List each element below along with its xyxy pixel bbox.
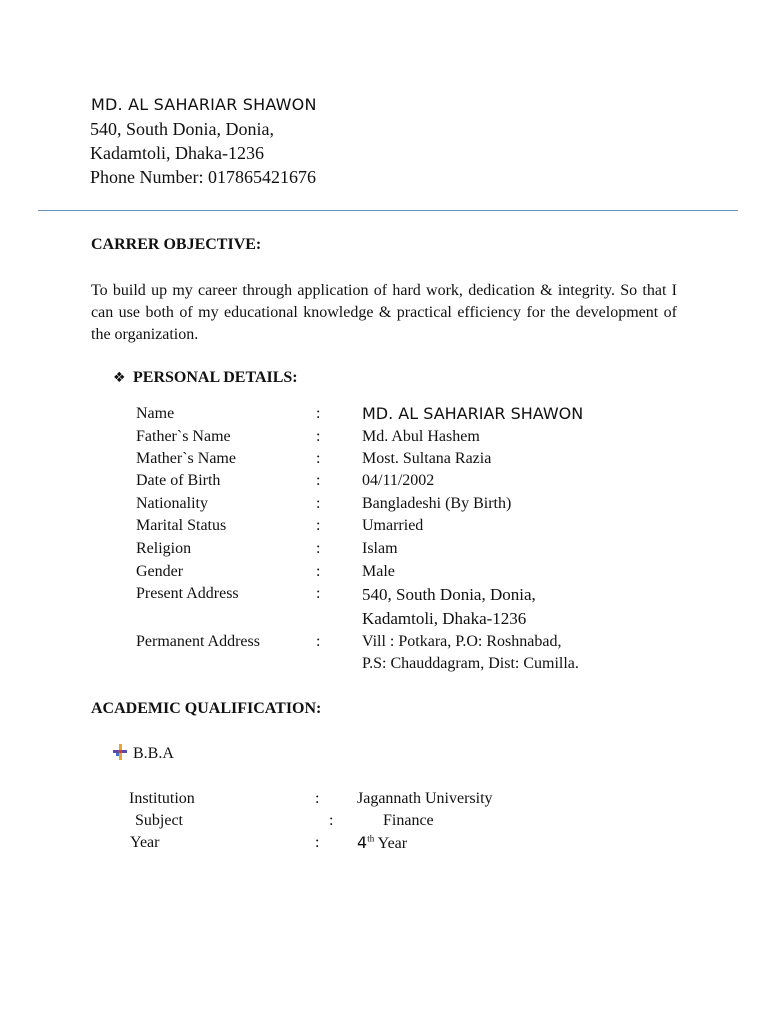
detail-row-father	[0, 426, 768, 448]
academic-colon: :	[315, 790, 320, 807]
detail-label: Nationality	[136, 495, 208, 512]
academic-label: Year	[130, 834, 160, 851]
detail-colon: :	[316, 585, 321, 602]
detail-row-gender	[0, 561, 768, 583]
address-line-2: Kadamtoli, Dhaka-1236	[90, 143, 264, 163]
detail-colon: :	[316, 563, 321, 580]
phone-number: Phone Number: 017865421676	[90, 167, 316, 187]
detail-colon: :	[316, 495, 321, 512]
horizontal-divider	[38, 210, 738, 211]
multicolor-cross-bullet-icon	[113, 744, 127, 760]
academic-label: Institution	[129, 790, 195, 807]
detail-label: Name	[136, 405, 175, 422]
detail-label: Date of Birth	[136, 472, 221, 489]
detail-value: 540, South Donia, Donia,	[362, 585, 536, 604]
detail-label: Present Address	[136, 585, 239, 602]
detail-row-marital	[0, 515, 768, 537]
address-line-1: 540, South Donia, Donia,	[90, 119, 274, 139]
detail-value: Bangladeshi (By Birth)	[362, 495, 512, 512]
detail-value: Most. Sultana Razia	[362, 450, 492, 467]
objective-heading: CARRER OBJECTIVE:	[91, 236, 262, 253]
detail-row-name	[0, 403, 768, 425]
year-suffix: th	[367, 833, 375, 844]
detail-value: MD. AL SAHARIAR SHAWON	[362, 404, 584, 423]
detail-row-permanent-address	[0, 631, 768, 675]
degree-name: B.B.A	[133, 745, 174, 762]
detail-colon: :	[316, 405, 321, 422]
detail-value: Umarried	[362, 517, 424, 534]
detail-colon: :	[316, 517, 321, 534]
diamond-bullet-icon: ❖	[113, 370, 126, 386]
academic-value: Finance	[383, 812, 434, 829]
year-number: 4	[357, 833, 368, 852]
detail-label: Permanent Address	[136, 633, 260, 650]
detail-label: Gender	[136, 563, 184, 580]
detail-value: Md. Abul Hashem	[362, 428, 480, 445]
detail-colon: :	[316, 540, 321, 557]
academic-row-subject	[0, 810, 768, 832]
detail-value-line-2: Kadamtoli, Dhaka-1236	[362, 609, 527, 628]
detail-row-present-address	[0, 583, 768, 631]
detail-colon: :	[316, 450, 321, 467]
personal-details-heading: PERSONAL DETAILS:	[133, 369, 298, 386]
academic-value: Jagannath University	[357, 790, 493, 807]
detail-row-dob	[0, 470, 768, 492]
detail-colon: :	[316, 472, 321, 489]
academic-colon: :	[329, 812, 334, 829]
detail-row-nationality	[0, 493, 768, 515]
detail-colon: :	[316, 633, 321, 650]
detail-label: Father`s Name	[136, 428, 231, 445]
detail-label: Religion	[136, 540, 192, 557]
detail-label: Mather`s Name	[136, 450, 236, 467]
detail-value: 04/11/2002	[362, 472, 435, 489]
detail-colon: :	[316, 428, 321, 445]
academic-value	[357, 832, 407, 855]
academic-colon: :	[315, 834, 320, 851]
detail-row-religion	[0, 538, 768, 560]
detail-value: Male	[362, 563, 395, 580]
academic-row-year	[0, 832, 768, 854]
applicant-name: MD. AL SAHARIAR SHAWON	[91, 95, 317, 114]
detail-value: Islam	[362, 540, 398, 557]
academic-heading: ACADEMIC QUALIFICATION:	[91, 700, 322, 717]
objective-text: To build up my career through application of hard work, dedication & integrity. So that I can use both of my educational knowledge & practical efficiency for the development of the organization.	[91, 282, 677, 343]
detail-row-mother	[0, 448, 768, 470]
academic-row-institution	[0, 788, 768, 810]
year-word: Year	[377, 835, 408, 852]
detail-value-line-2: P.S: Chauddagram, Dist: Cumilla.	[362, 655, 579, 672]
detail-value: Vill : Potkara, P.O: Roshnabad,	[362, 633, 562, 650]
detail-label: Marital Status	[136, 517, 227, 534]
personal-details-heading-wrap	[113, 368, 298, 388]
academic-label: Subject	[135, 812, 183, 829]
